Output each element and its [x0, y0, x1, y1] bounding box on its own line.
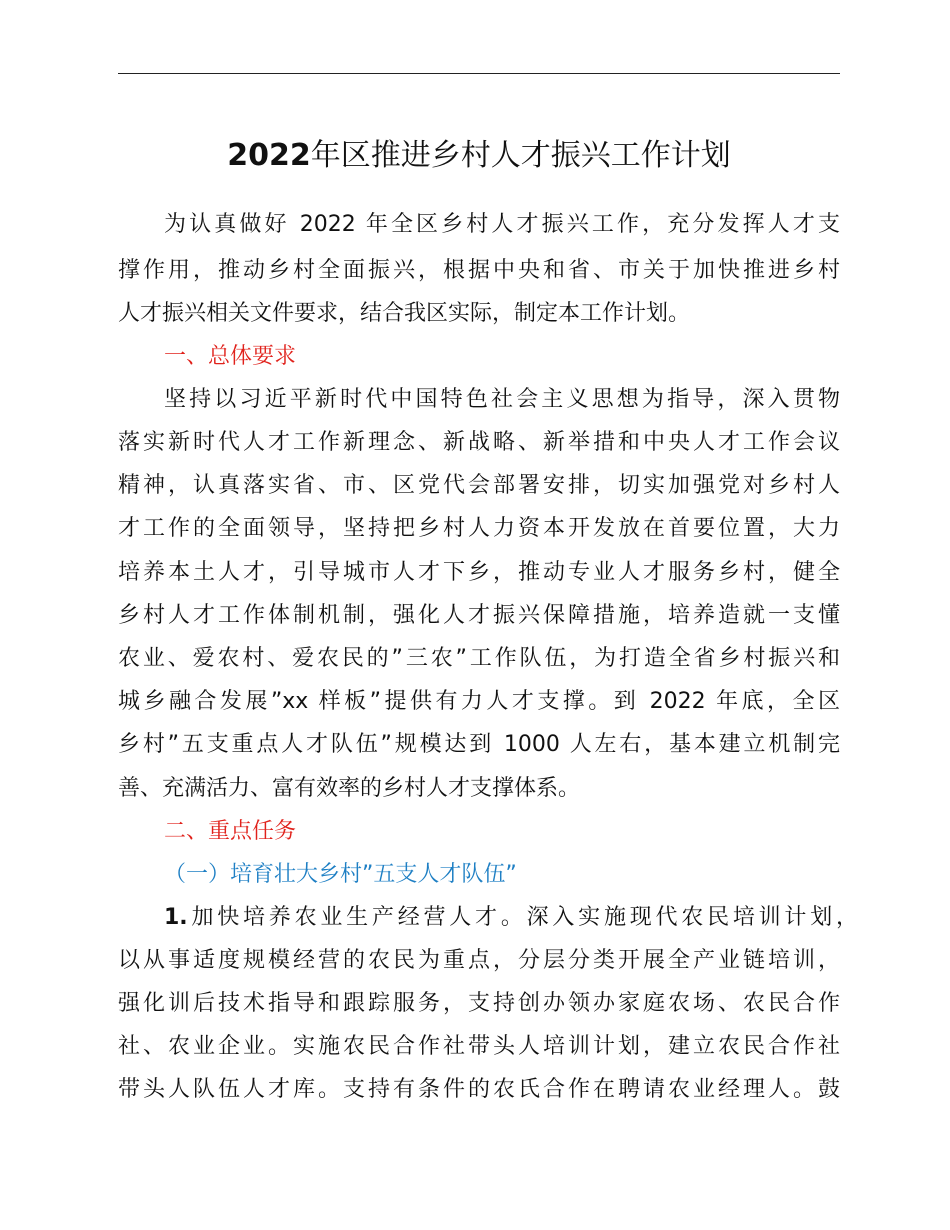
section-heading-key-tasks: 二、重点任务	[164, 819, 297, 844]
section1-line: 善、充满活力、富有效率的乡村人才支撑体系。	[118, 776, 581, 801]
intro-line: 为认真做好 2022 年全区乡村人才振兴工作，充分发挥人才支	[164, 212, 840, 237]
section-heading-general-requirements: 一、总体要求	[164, 344, 297, 369]
section1-line: 坚持以习近平新时代中国特色社会主义思想为指导，深入贯物	[164, 387, 840, 412]
section1-line: 乡村”五支重点人才队伍”规模达到 1000 人左右，基本建立机制完	[118, 732, 840, 757]
header-rule	[118, 73, 840, 74]
title-text: 年区推进乡村人才振兴工作计划	[310, 138, 731, 173]
intro-line: 撑作用，推动乡村全面振兴，根据中央和省、市关于加快推进乡村	[118, 258, 840, 283]
document-title	[118, 134, 840, 178]
item1-line: 带头人队伍人才库。支持有条件的农氏合作在聘请农业经理人。鼓	[118, 1077, 840, 1102]
subsection-heading: （一）培育壮大乡村”五支人才队伍”	[164, 862, 517, 887]
section1-line: 才工作的全面领导，坚持把乡村人力资本开发放在首要位置，大力	[118, 516, 840, 541]
item1-line: 强化训后技术指导和跟踪服务，支持创办领办家庭农场、农民合作	[118, 991, 840, 1016]
section1-line: 精神，认真落实省、市、区党代会部署安排，切实加强党对乡村人	[118, 473, 840, 498]
intro-line: 人才振兴相关文件要求，结合我区实际，制定本工作计划。	[118, 301, 691, 326]
section1-line: 城乡融合发展”xx 样板”提供有力人才支撑。到 2022 年底，全区	[118, 689, 840, 714]
section1-line: 培养本土人才，引导城市人才下乡，推动专业人才服务乡村，健全	[118, 560, 840, 585]
item1-line: 以从事适度规模经营的农民为重点，分层分类开展全产业链培训，	[118, 948, 840, 973]
item1-first-text: 加快培养农业生产经营人才。深入实施现代农民培训计划，	[187, 905, 858, 930]
section1-line: 农业、爱农村、爱农民的”三农”工作队伍，为打造全省乡村振兴和	[118, 646, 840, 671]
section1-line: 落实新时代人才工作新理念、新战略、新举措和中央人才工作会议	[118, 430, 840, 455]
title-year: 2022	[227, 138, 311, 173]
item1-number: 1.	[164, 905, 188, 930]
section1-line: 乡村人才工作体制机制，强化人才振兴保障措施，培养造就一支懂	[118, 603, 840, 628]
item1-first-line	[164, 902, 858, 934]
item1-line: 社、农业企业。实施农民合作社带头人培训计划，建立农民合作社	[118, 1034, 840, 1059]
